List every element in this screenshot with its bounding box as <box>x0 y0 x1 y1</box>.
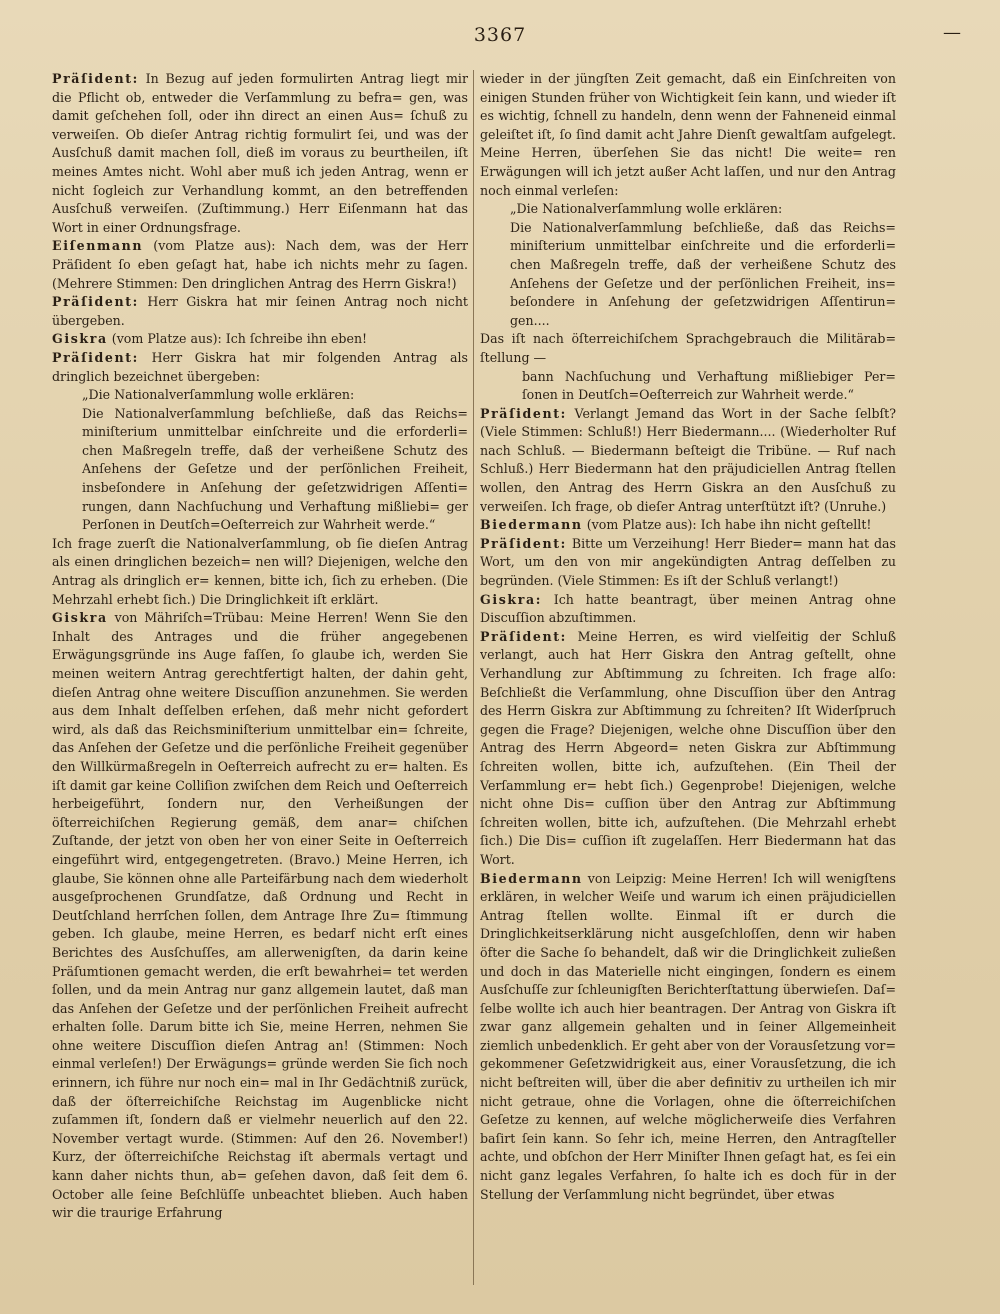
speaker-name: Präſident: <box>52 294 139 310</box>
speaker-name: Präſident: <box>480 535 567 551</box>
paragraph-text: Verlangt Jemand das Wort in der Sache ſelbſt? (Viele Stimmen: Schluß!) Herr Biedermann.... (Wiederholter Ruf nach Schluß. — Biedermann beſteigt die Tribüne. — Ruf nach Schluß.) Herr Biedermann hat den präjudiciellen Antrag ſtellen wollen, den Antrag des Herrn Giskra an den Ausſchuß zu verweiſen. Ich frage, ob dieſer Antrag unterſtützt iſt? (Unruhe.) <box>480 405 896 514</box>
paragraph <box>480 628 896 870</box>
paragraph-text: (vom Platze aus): Ich habe ihn nicht geſtellt! <box>586 517 872 533</box>
page-number: 3367 <box>473 24 527 46</box>
paragraph <box>480 405 896 517</box>
paragraph <box>52 609 468 1223</box>
speaker-name: Giskra: <box>480 591 542 607</box>
quotation-line: „Die Nationalverſammlung wolle erklären: <box>82 387 355 403</box>
paragraph-text: (vom Platze aus): Ich ſchreibe ihn eben! <box>111 331 368 347</box>
paragraph <box>52 330 468 349</box>
paragraph: Das iſt nach öſterreichiſchem Sprachgebrauch die Militärab= ſtellung — <box>480 331 896 365</box>
paragraph-text: Bitte um Verzeihung! Herr Bieder= mann hat das Wort, um den von mir angekündigten Antrag deſſelben zu begründen. (Viele Stimmen: Es iſt der Schluß verlangt!) <box>480 535 896 589</box>
quotation-line: „Die Nationalverſammlung wolle erklären: <box>510 201 783 217</box>
speaker-name: Präſident: <box>52 71 139 86</box>
column-divider <box>473 70 474 1285</box>
quotation-block: Die Nationalverſammlung beſchließe, daß das Reichs= miniſterium unmittelbar einſchreite und die erforderli= chen Maßregeln treffe, daß der verheißene Schutz des Anſehens der Geſetze und der perſönlichen Freiheit, insbeſondere in Anſehung der geſetzwidrigen Aſſenti= rungen, dann Nachſuchung und Verhaftung mißliebi= ger Perſonen in Deutſch=Oeſterreich zur Wahrheit werde.“ <box>82 405 468 533</box>
paragraph: wieder in der jüngſten Zeit gemacht, daß ein Einſchreiten von einigen Stunden früher von Wichtigkeit ſein kann, und wieder iſt es wichtig, ſchnell zu handeln, denn wenn der Fahneneid einmal geleiſtet iſt, ſo ſind damit acht Jahre Dienſt gewaltſam aufgelegt. Meine Herren, überſehen Sie das nicht! Die weite= ren Erwägungen will ich jetzt außer Acht laſſen, und nur den Antrag noch einmal verleſen: <box>480 71 896 198</box>
paragraph <box>52 349 468 386</box>
right-column <box>480 70 896 1288</box>
paragraph <box>52 70 468 237</box>
paragraph: Ich frage zuerſt die Nationalverſammlung, ob ſie dieſen Antrag als einen dringlichen bezeich= nen will? Diejenigen, welche den Antrag als dringlich er= kennen, bitte ich, ſich zu erheben. (Die Mehrzahl erhebt ſich.) Die Dringlichkeit iſt erklärt. <box>52 535 468 607</box>
left-column <box>52 70 468 1288</box>
paragraph <box>480 870 896 1205</box>
quotation-block: Die Nationalverſammlung beſchließe, daß das Reichs= miniſterium unmittelbar einſchreite und die erforderli= chen Maßregeln treffe, daß der verheißene Schutz des Anſehens der Geſetze und der perſönlichen Freiheit, ins= beſondere in Anſehung der geſetzwidrigen Aſſentirun= gen.... <box>510 219 896 328</box>
speaker-name: Biedermann <box>480 870 583 886</box>
paragraph-text: von Mähriſch=Trübau: Meine Herren! Wenn Sie den Inhalt des Antrages und die früher angegebenen Erwägungsgründe ins Auge faſſen, ſo glaube ich, werden Sie meinen weitern Antrag gerechtfertigt halten, der dahin geht, dieſen Antrag ohne weitere Discuſſion anzunehmen. Sie werden aus dem Inhalt deſſelben erſehen, daß mehr nicht gefordert wird, als daß das Reichsminiſterium unmittelbar ein= ſchreite, das Anſehen der Geſetze und die perſönliche Freiheit gegenüber den Willkürmaßregeln in Oeſterreich aufrecht zu er= halten. Es iſt damit gar keine Colliſion zwiſchen dem Reich und Oeſterreich herbeigeführt, ſondern nur, den Verheißungen der öſterreichiſchen Regierung gemäß, dem anar= chiſchen Zuſtande, der jetzt von oben her von einer Seite in Oeſterreich eingeführt wird, entgegengetreten. (Bravo.) Meine Herren, ich glaube, Sie können ohne alle Parteifärbung nach dem wiederholt ausgeſprochenen Grundſatze, daß Ordnung und Recht in Deutſchland herrſchen ſollen, dem Antrage Ihre Zu= ſtimmung geben. Ich glaube, meine Herren, es bedarf nicht erſt eines Berichtes des Ausſchuſſes, am allerwenigſten, da darin keine Präſumtionen gemacht werden, die erſt bewahrhei= tet werden ſollen, und da mein Antrag nur ganz allgemein lautet, daß man das Anſehen der Geſetze und der perſönlichen Freiheit aufrecht erhalten ſolle. Darum bitte ich Sie, meine Herren, nehmen Sie ohne weitere Discuſſion dieſen Antrag an! (Stimmen: Noch einmal verleſen!) Der Erwägungs= gründe werden Sie ſich noch erinnern, ich führe nur noch ein= mal in Ihr Gedächtniß zurück, daß der öſterreichiſche Reichstag im Augenblicke nicht zuſammen iſt, ſondern daß er vielmehr neuerlich auf den 22. November vertagt wurde. (Stimmen: Auf den 26. November!) Kurz, der öſterreichiſche Reichstag iſt abermals vertagt und kann daher nichts thun, ab= geſehen davon, daß ſeit dem 6. October alle ſeine Beſchlüſſe unbeachtet blieben. Auch haben wir die traurige Erfahrung <box>52 610 468 1221</box>
quotation-block: bann Nachſuchung und Verhaftung mißliebiger Per= ſonen in Deutſch=Oeſterreich zur Wahrheit werde.“ <box>522 368 896 403</box>
speaker-name: Präſident: <box>480 405 567 421</box>
paragraph-text: Herr Giskra hat mir ſeinen Antrag noch nicht übergeben. <box>52 294 468 328</box>
paragraph <box>480 591 896 628</box>
paragraph-text: Meine Herren, es wird vielſeitig der Schluß verlangt, auch hat Herr Giskra den Antrag geſtellt, ohne Verhandlung zur Abſtimmung zu ſchreiten. Ich frage alſo: Beſchließt die Verſammlung, ohne Discuſſion über den Antrag des Herrn Giskra zur Abſtimmung zu ſchreiten? Iſt Widerſpruch gegen die Frage? Diejenigen, welche ohne Discuſſion über den Antrag des Herrn Abgeord= neten Giskra zur Abſtimmung ſchreiten wollen, bitte ich, aufzuſtehen. (Ein Theil der Verſammlung er= hebt ſich.) Gegenprobe! Diejenigen, welche nicht ohne Dis= cuſſion über den Antrag zur Abſtimmung ſchreiten wollen, bitte ich, aufzuſtehen. (Die Mehrzahl erhebt ſich.) Die Dis= cuſſion iſt zugelaſſen. Herr Biedermann hat das Wort. <box>480 628 896 867</box>
speaker-name: Biedermann <box>480 517 583 533</box>
corner-mark: — <box>943 22 961 43</box>
paragraph-text: von Leipzig: Meine Herren! Ich will wenigſtens erklären, in welcher Weiſe und warum ich einen präjudiciellen Antrag ſtellen wollte. Einmal iſt er durch die Dringlichkeitserklärung nicht ausgeſchloſſen, denn wir haben öfter die Sache ſo behandelt, daß wir die Dringlichkeit zuließen und doch in das Materielle nicht eingingen, ſondern es einem Ausſchuſſe zur ſchleunigſten Berichterſtattung überwieſen. Daſ= ſelbe wollte ich auch hier beantragen. Der Antrag von Giskra iſt zwar ganz allgemein gehalten und in ſeiner Allgemeinheit ziemlich unbedenklich. Er geht aber von der Vorausſetzung vor= gekommener Geſetzwidrigkeit aus, einer Vorausſetzung, die ich nicht beſtreiten will, über die aber definitiv zu urtheilen ich mir nicht getraue, ohne die Vorlagen, ohne die öſterreichiſchen Geſetze zu kennen, auf welche möglicherweiſe dies Verfahren baſirt ſein kann. So ſehr ich, meine Herren, den Antragſteller achte, und obſchon der Herr Miniſter Ihnen geſagt hat, es ſei ein nicht ganz legales Verfahren, ſo halte ich es doch für in der Stellung der Verſammlung nicht begründet, über etwas <box>480 870 896 1202</box>
paragraph <box>480 535 896 591</box>
speaker-name: Giskra <box>52 331 108 347</box>
speaker-name: Präſident: <box>52 349 139 365</box>
paragraph-text: Ich hatte beantragt, über meinen Antrag ohne Discuſſion abzuſtimmen. <box>480 591 896 626</box>
paragraph <box>52 293 468 330</box>
speaker-name: Präſident: <box>480 628 567 644</box>
speaker-name: Giskra <box>52 610 108 626</box>
speaker-name: Eiſenmann <box>52 238 144 254</box>
paragraph-text: (vom Platze aus): Nach dem, was der Herr Präſident ſo eben geſagt hat, habe ich nichts mehr zu ſagen. (Mehrere Stimmen: Den dringlichen Antrag des Herrn Giskra!) <box>52 238 468 291</box>
paragraph <box>52 237 468 293</box>
paragraph-text: In Bezug auf jeden formulirten Antrag liegt mir die Pflicht ob, entweder die Verſammlung zu befra= gen, was damit geſchehen ſoll, oder ihn direct an einen Aus= ſchuß zu verweiſen. Ob dieſer Antrag richtig formulirt ſei, und was der Ausſchuß damit machen ſoll, dieß im voraus zu beurtheilen, iſt meines Amtes nicht. Wohl aber muß ich jeden Antrag, wenn er nicht ſogleich zur Verhandlung kommt, an den betreffenden Ausſchuß verweiſen. (Zuſtimmung.) Herr Eiſenmann hat das Wort in einer Ordnungsfrage. <box>52 71 468 235</box>
paragraph-text: Herr Giskra hat mir folgenden Antrag als dringlich bezeichnet übergeben: <box>52 349 468 384</box>
paragraph <box>480 516 896 535</box>
